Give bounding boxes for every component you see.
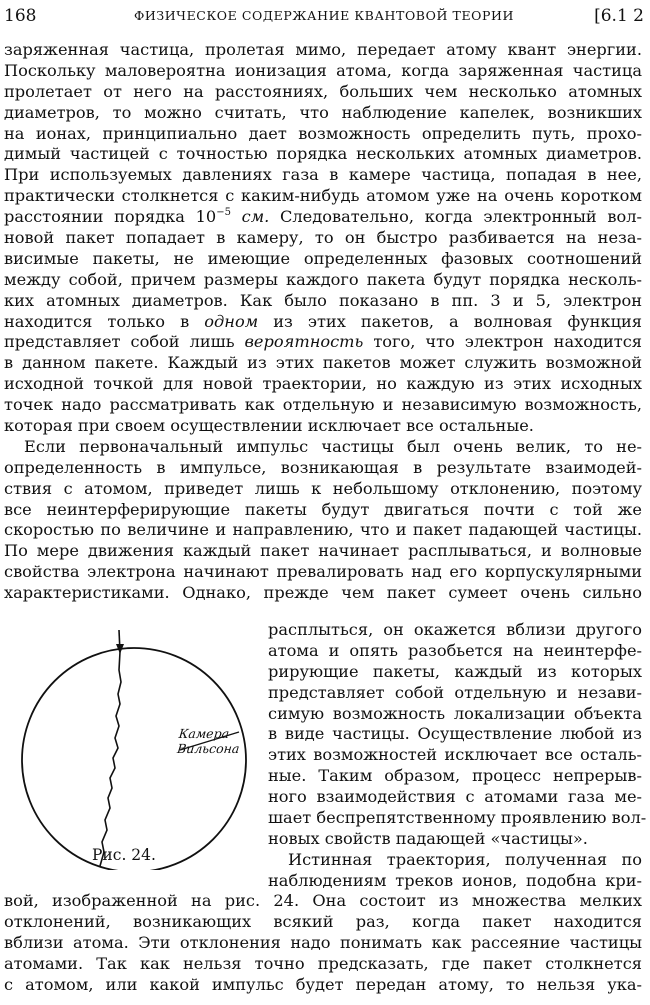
text-line: точек надо рассматривать как отдельную и независимую возможность, xyxy=(4,395,642,415)
text-line: наблюдениям треков ионов, подобна кри- xyxy=(268,870,642,890)
text-line: диаметров, то можно считать, что наблюдение капелек, возникших xyxy=(4,102,642,122)
text-line: ного взаимодействия с атомами газа ме- xyxy=(268,787,642,807)
paragraph-start-line: Если первоначальный импульс частицы был очень велик, то не- xyxy=(24,436,642,456)
text-line: пролетает от него на расстояниях, больших чем несколько атомных xyxy=(4,81,642,101)
figure-caption: Рис. 24. xyxy=(92,846,156,864)
figure-label: Камера Вильсона xyxy=(176,726,241,756)
body-text-bottom xyxy=(4,891,642,995)
text-line: которая при своем осуществлении исключает все остальные. xyxy=(4,416,534,436)
text-line: ких атомных диаметров. Как было показано в пп. 3 и 5, электрон xyxy=(4,290,642,310)
text-line: в виде частицы. Осуществление любой из xyxy=(268,724,642,744)
particle-track-zigzag xyxy=(100,652,121,866)
text-line: определенность в импульсе, возникающая в результате взаимодей- xyxy=(4,457,642,477)
text-line: вблизи атома. Эти отклонения надо понимать как рассеяние частицы xyxy=(4,932,642,952)
running-title: ФИЗИЧЕСКОЕ СОДЕРЖАНИЕ КВАНТОВОЙ ТЕОРИИ xyxy=(133,8,515,23)
page-number: 168 xyxy=(4,6,37,26)
text-line: симую возможность локализации объекта xyxy=(268,703,642,723)
text-line: на ионах, принципиально дает возможность определить путь, прохо- xyxy=(4,123,642,143)
text-line: представляет собой отдельную и незави- xyxy=(268,682,642,702)
text-line: характеристиками. Однако, прежде чем пакет сумеет очень сильно xyxy=(4,583,642,603)
text-line: атомами. Так как нельзя точно предсказать, где пакет столкнется xyxy=(4,953,642,973)
text-line: исходной точкой для новой траектории, но каждую из этих исходных xyxy=(4,374,642,394)
text-line: расплыться, он окажется вблизи другого xyxy=(268,620,642,639)
text-line: ные. Таким образом, процесс непрерыв- xyxy=(268,766,642,786)
paragraph-start-line: Истинная траектория, полученная по xyxy=(288,849,642,869)
text-line: скоростью по величине и направлению, что и пакет падающей частицы. xyxy=(4,520,642,540)
text-line: между собой, причем размеры каждого пакета будут порядка несколь- xyxy=(4,269,642,289)
text-line: с атомом, или какой импульс будет передан атому, то нельзя ука- xyxy=(4,974,642,994)
text-line: практически столкнется с каким-нибудь атомом уже на очень коротком xyxy=(4,186,642,206)
text-line: в данном пакете. Каждый из этих пакетов может служить возможной xyxy=(4,353,642,373)
text-line: новой пакет попадает в камеру, то он быстро разбивается на неза- xyxy=(4,228,642,248)
section-reference: [6.1 2 xyxy=(594,6,644,26)
page-header xyxy=(4,6,644,28)
text-line-with-exponent: расстоянии порядка $10^{-5}$ см. Следовательно, когда электронный вол- xyxy=(4,207,642,227)
body-text-wrap-figure xyxy=(268,620,647,892)
chamber-circle xyxy=(22,648,246,870)
text-line: все неинтерферирующие пакеты будут двигаться почти с той же xyxy=(4,499,642,519)
text-line: новых свойств падающей «частицы». xyxy=(268,828,588,848)
text-line: По мере движения каждый пакет начинает расплываться, и волновые xyxy=(4,541,642,561)
text-line-with-emphasis: представляет собой лишь вероятность того, что электрон находится xyxy=(4,332,642,352)
body-text-full-width xyxy=(4,40,642,604)
text-line: висимые пакеты, не имеющие определенных фазовых соотношений xyxy=(4,248,642,268)
text-line: шает беспрепятственному проявлению вол- xyxy=(268,808,647,828)
text-line: рирующие пакеты, каждый из которых xyxy=(268,661,642,681)
text-line: димый частицей с точностью порядка нескольких атомных диаметров. xyxy=(4,144,642,164)
text-line: вой, изображенной на рис. 24. Она состоит из множества мелких xyxy=(4,891,642,910)
text-line: атома и опять разобьется на неинтерфе- xyxy=(268,640,642,660)
text-line: отклонений, возникающих всякий раз, когда пакет находится xyxy=(4,911,642,931)
text-line: При используемых давлениях газа в камере частица, попадая в нее, xyxy=(4,165,642,185)
text-line: этих возможностей исключает все осталь- xyxy=(268,745,642,765)
text-line: Поскольку маловероятна ионизация атома, когда заряженная частица xyxy=(4,60,642,80)
text-line: ствия с атомом, приведет лишь к небольшому отклонению, поэтому xyxy=(4,478,642,498)
text-line-with-emphasis: находится только в одном из этих пакетов, а волновая функция xyxy=(4,311,642,331)
text-line: свойства электрона начинают превалировать над его корпускулярными xyxy=(4,562,642,582)
text-line: заряженная частица, пролетая мимо, передает атому квант энергии. xyxy=(4,40,642,59)
